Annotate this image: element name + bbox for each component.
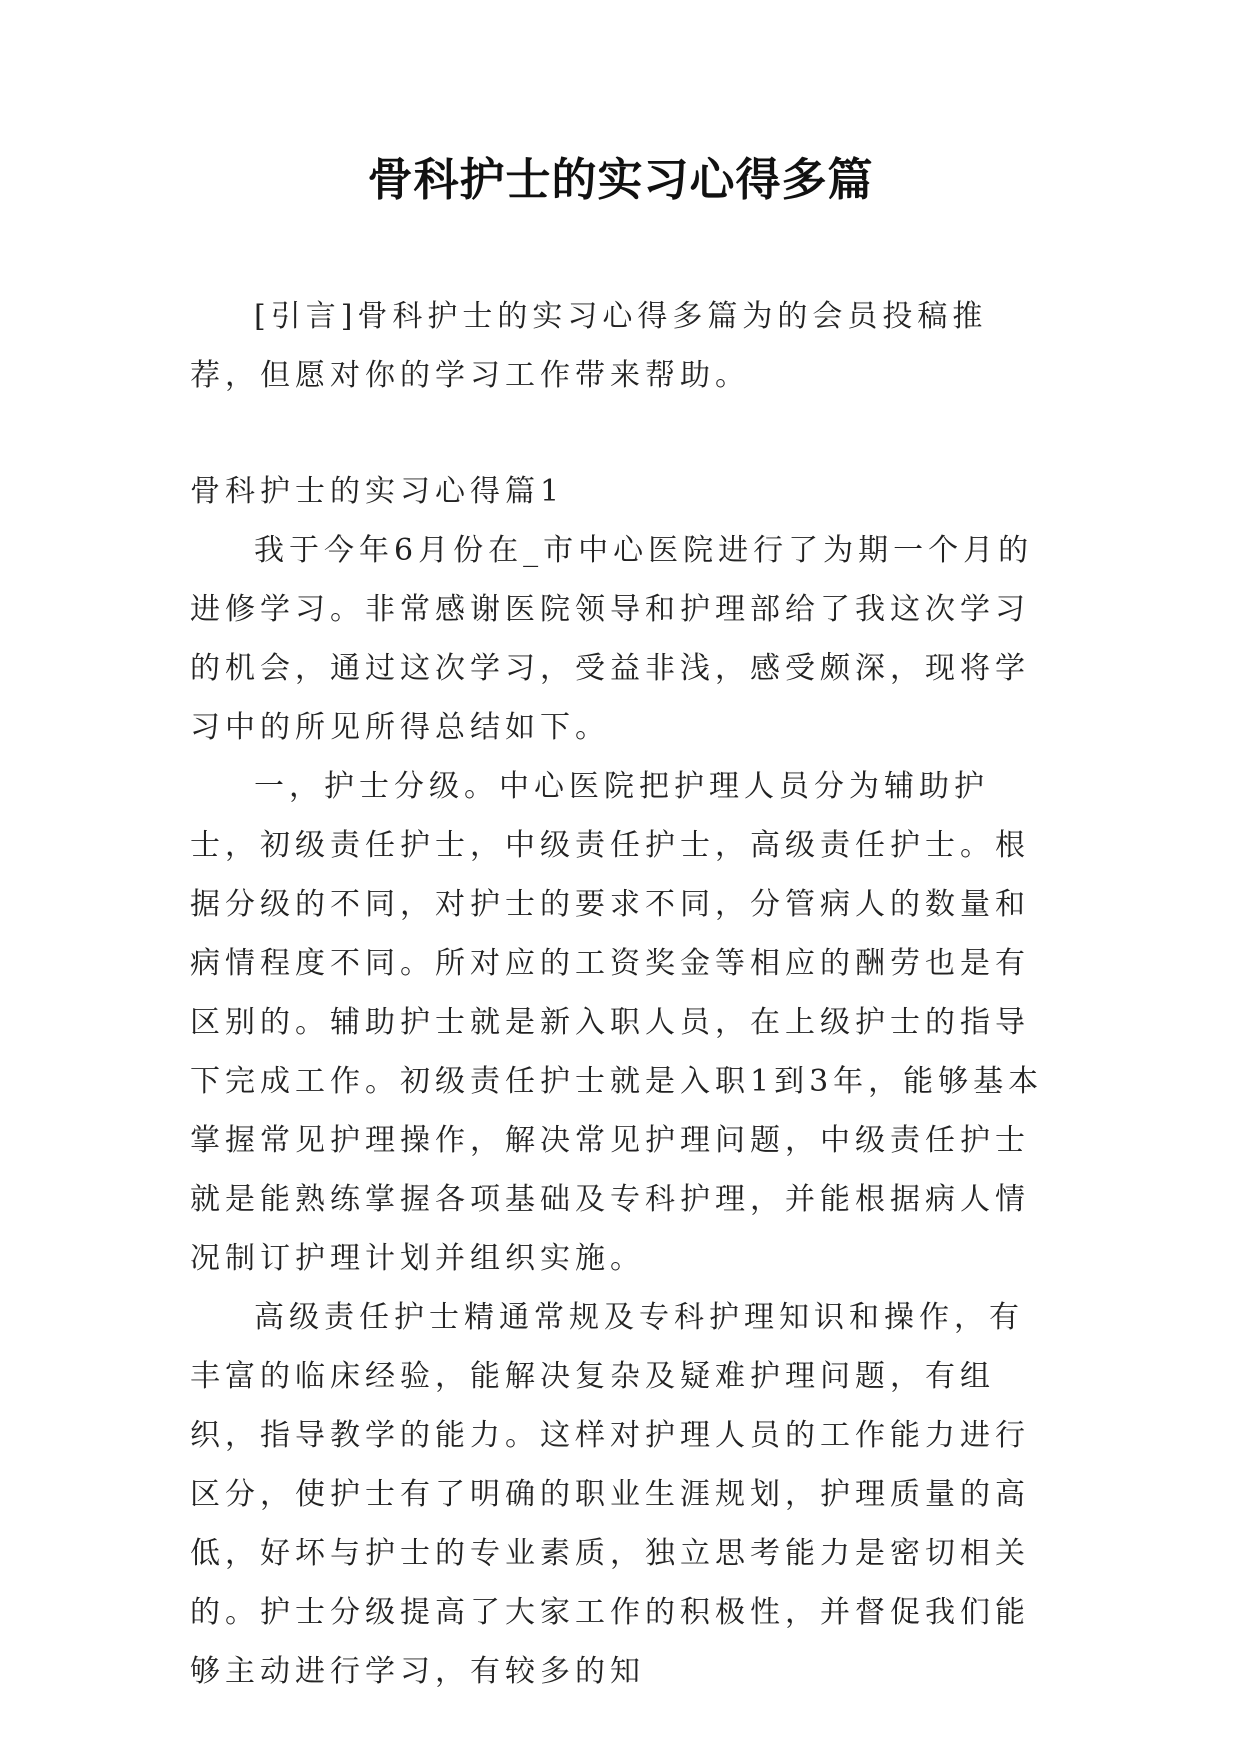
paragraph-3: 高级责任护士精通常规及专科护理知识和操作，有丰富的临床经验，能解决复杂及疑难护理问题，有组织，指导教学的能力。这样对护理人员的工作能力进行区分，使护士有了明确的职业生涯规划，护理质量的高低，好坏与护士的专业素质，独立思考能力是密切相关的。护士分级提高了大家工作的积极性，并督促我们能够主动进行学习，有较多的知 xyxy=(190,1300,1030,1689)
article-body xyxy=(190,462,1056,1701)
intro-block xyxy=(190,287,1056,405)
section-heading: 骨科护士的实习心得篇1 xyxy=(190,474,565,509)
page-title: 骨科护士的实习心得多篇 xyxy=(367,153,874,206)
paragraph-1: 我于今年6月份在_市中心医院进行了为期一个月的进修学习。非常感谢医院领导和护理部给了我这次学习的机会，通过这次学习，受益非浅，感受颇深，现将学习中的所见所得总结如下。 xyxy=(190,533,1034,745)
paragraph-2: 一，护士分级。中心医院把护理人员分为辅助护士，初级责任护士，中级责任护士，高级责任护士。根据分级的不同，对护士的要求不同，分管病人的数量和病情程度不同。所对应的工资奖金等相应的酬劳也是有区别的。辅助护士就是新入职人员，在上级护士的指导下完成工作。初级责任护士就是入职1到3年，能够基本掌握常见护理操作，解决常见护理问题，中级责任护士就是能熟练掌握各项基础及专科护理，并能根据病人情况制订护理计划并组织实施。 xyxy=(190,769,1044,1276)
intro-paragraph: [引言]骨科护士的实习心得多篇为的会员投稿推荐，但愿对你的学习工作带来帮助。 xyxy=(190,299,988,393)
